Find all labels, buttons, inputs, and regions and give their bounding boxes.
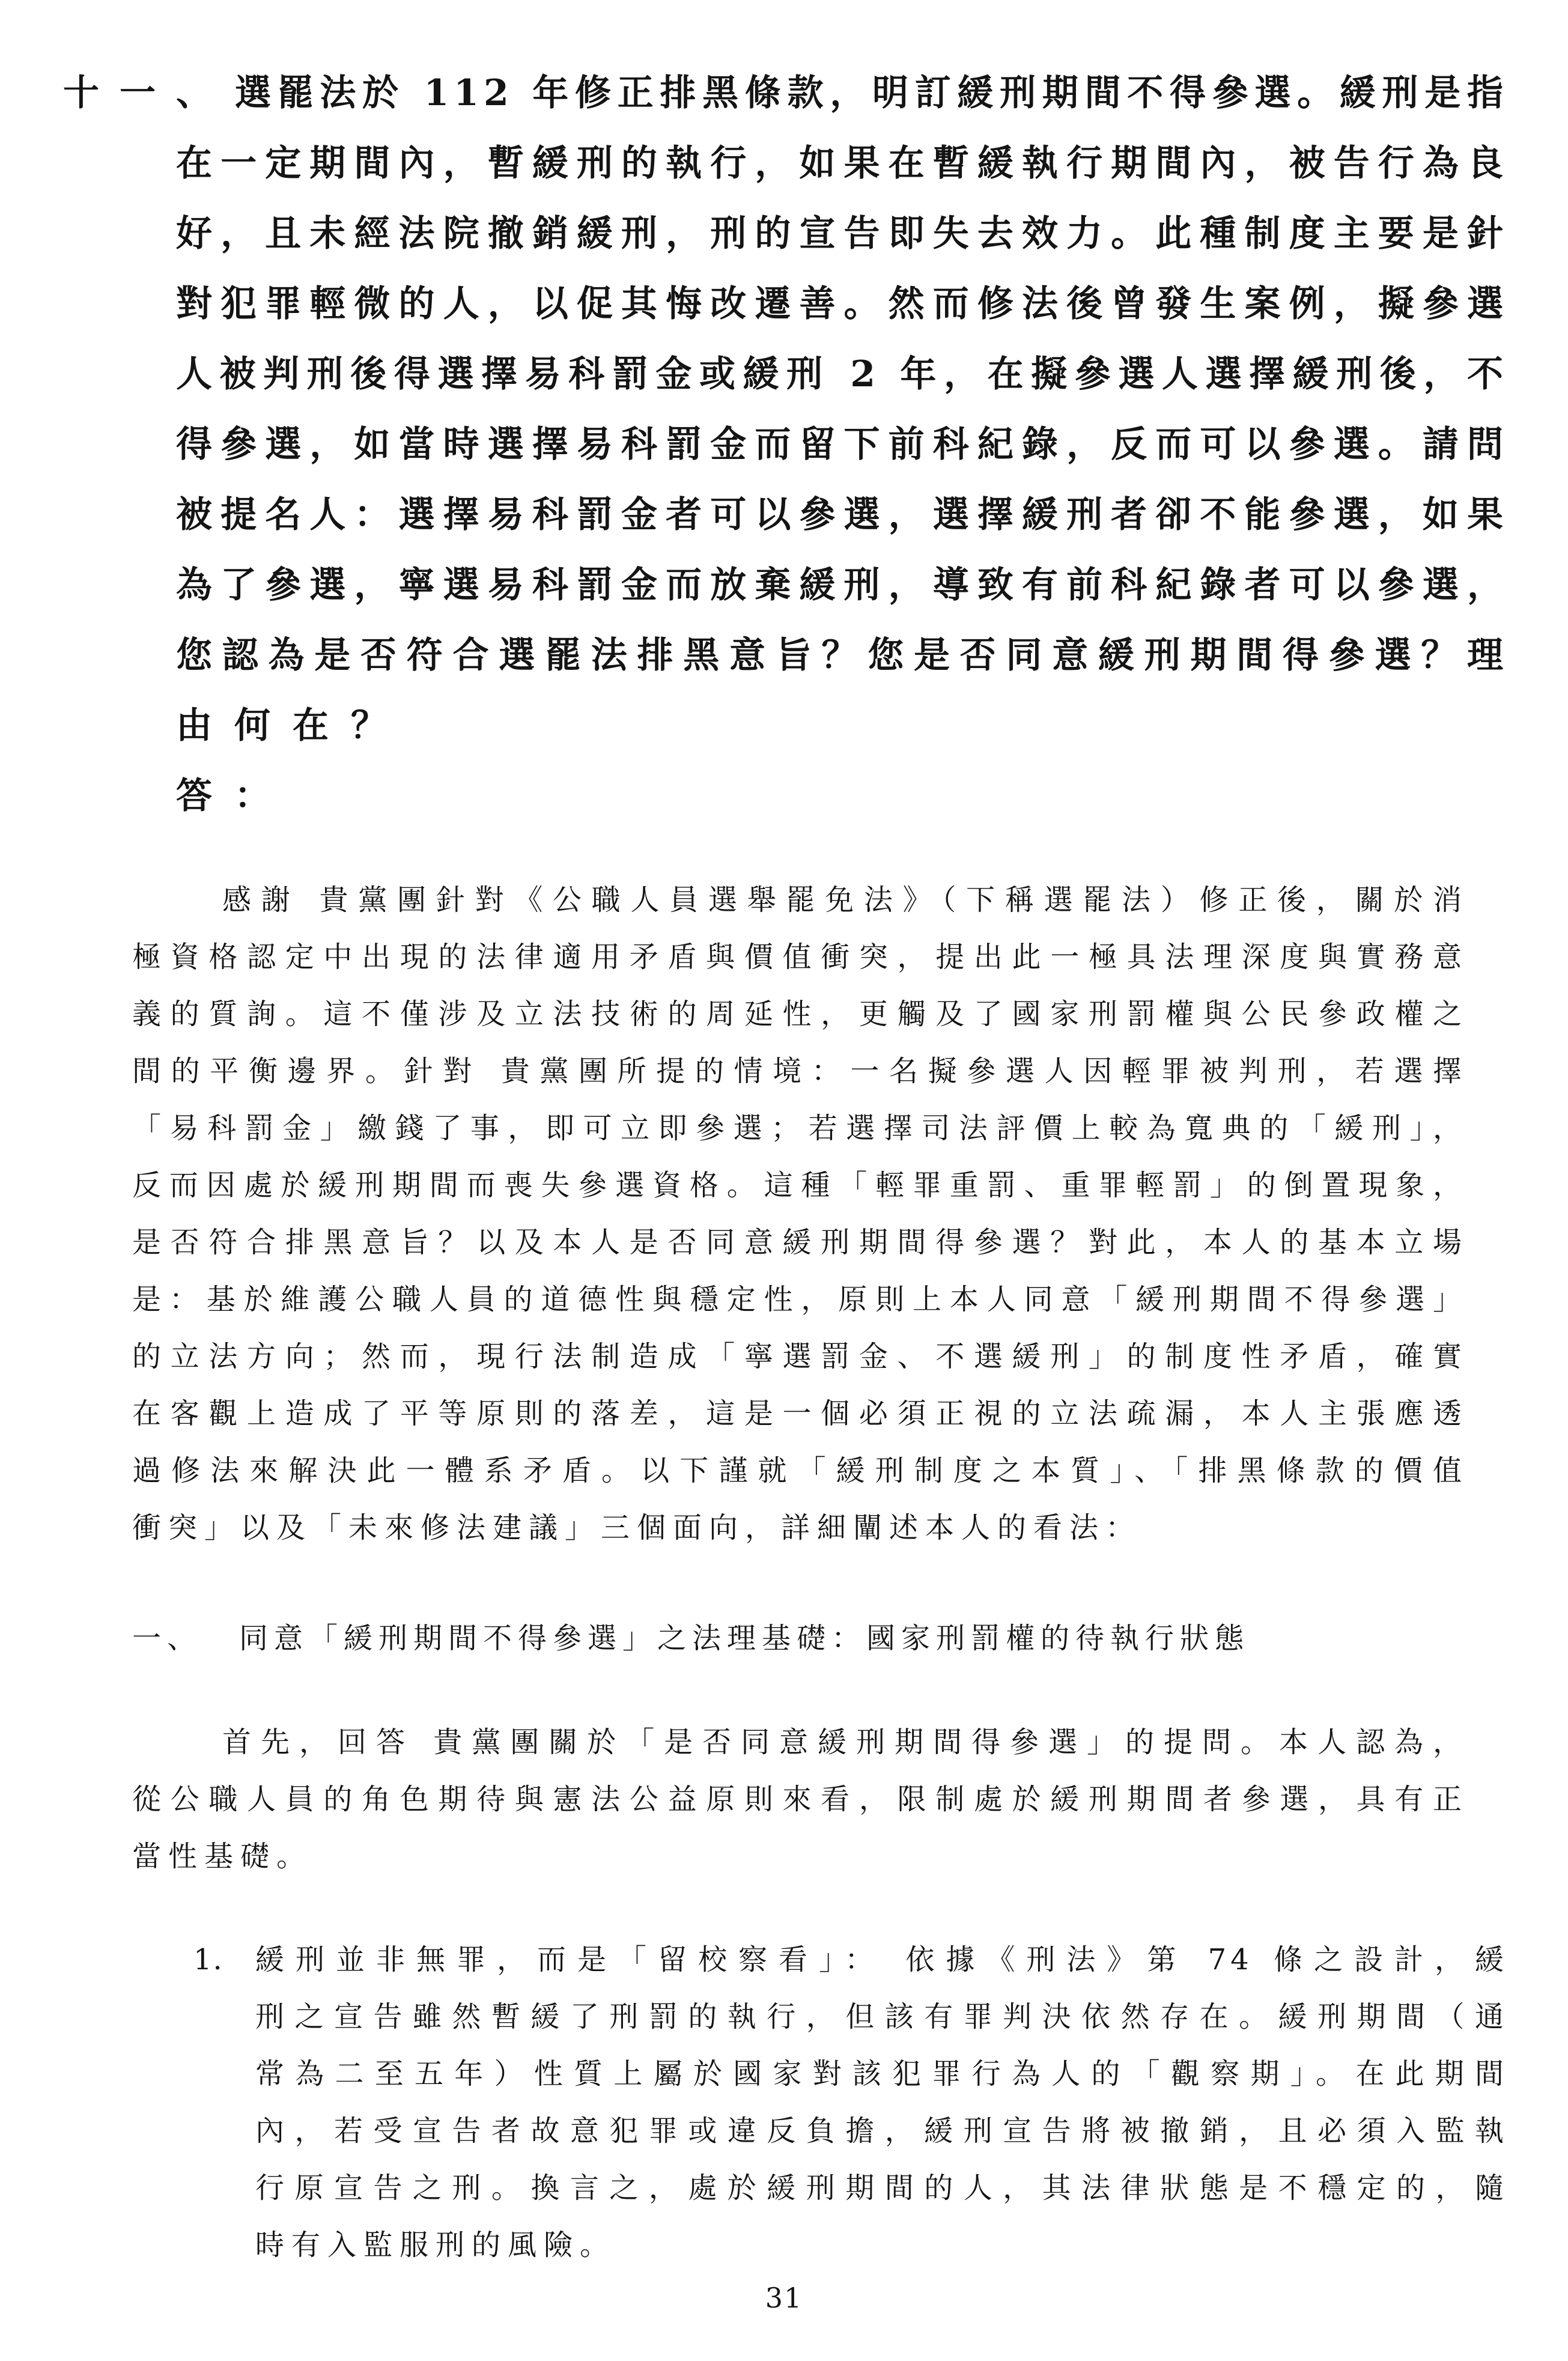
answer-line: 當性基礎。 xyxy=(132,1840,313,1873)
list-item-1 xyxy=(255,1931,1508,2274)
answer-paragraph-1 xyxy=(132,872,1466,1557)
question-block xyxy=(0,58,1568,831)
answer-line: 衝突」以及「未來修法建議」三個面向，詳細闡述本人的看法： xyxy=(132,1511,1142,1545)
list-line: 行原宣告之刑。換言之，處於緩刑期間的人，其法律狀態是不穩定的，隨 xyxy=(255,2171,1508,2205)
question-line xyxy=(0,58,1568,129)
answer-line: 是否符合排黑意旨？以及本人是否同意緩刑期間得參選？對此，本人的基本立場 xyxy=(132,1226,1466,1259)
list-line: 常為二至五年）性質上屬於國家對該犯罪行為人的「觀察期」。在此期間 xyxy=(255,2057,1508,2091)
question-line: 得參選，如當時選擇易科罰金而留下前科紀錄，反而可以參選。請問 xyxy=(176,424,1508,466)
question-line: 在一定期間內，暫緩刑的執行，如果在暫緩執行期間內，被告行為良 xyxy=(176,142,1508,184)
section-title: 同意「緩刑期間不得參選」之法理基礎：國家刑罰權的待執行狀態 xyxy=(239,1621,1250,1655)
answer-line: 是：基於維護公職人員的道德性與穩定性，原則上本人同意「緩刑期間不得參選」 xyxy=(132,1283,1466,1316)
question-line: 對犯罪輕微的人，以促其悔改遷善。然而修法後曾發生案例，擬參選 xyxy=(176,283,1508,325)
answer-line: 在客觀上造成了平等原則的落差，這是一個必須正視的立法疏漏，本人主張應透 xyxy=(132,1397,1466,1430)
question-item-number: 十一、 xyxy=(63,72,232,114)
answer-line: 感謝 貴黨團針對《公職人員選舉罷免法》（下稱選罷法）修正後，關於消 xyxy=(222,883,1466,917)
section-number: 一、 xyxy=(132,1621,202,1655)
answer-line: 間的平衡邊界。針對 貴黨團所提的情境：一名擬參選人因輕罪被判刑，若選擇 xyxy=(132,1054,1466,1088)
list-item-number: 1. xyxy=(193,1943,223,1977)
answer-paragraph-2 xyxy=(132,1714,1466,1885)
question-line: 由何在？ xyxy=(176,705,409,747)
question-line: 人被判刑後得選擇易科罰金或緩刑 2 年，在擬參選人選擇緩刑後，不 xyxy=(176,353,1508,395)
answer-label: 答： xyxy=(176,775,293,817)
question-line: 您認為是否符合選罷法排黑意旨？您是否同意緩刑期間得參選？理 xyxy=(176,634,1508,676)
answer-line: 過修法來解決此一體系矛盾。以下謹就「緩刑制度之本質」、「排黑條款的價值 xyxy=(132,1454,1466,1487)
answer-line: 義的質詢。這不僅涉及立法技術的周延性，更觸及了國家刑罰權與公民參政權之 xyxy=(132,997,1466,1031)
answer-line: 極資格認定中出現的法律適用矛盾與價值衝突，提出此一極具法理深度與實務意 xyxy=(132,940,1466,974)
answer-line: 的立法方向；然而，現行法制造成「寧選罰金、不選緩刑」的制度性矛盾，確實 xyxy=(132,1340,1466,1373)
section-heading xyxy=(132,1610,1250,1667)
page-number: 31 xyxy=(765,2282,803,2314)
answer-line: 首先，回答 貴黨團關於「是否同意緩刑期間得參選」的提問。本人認為， xyxy=(222,1725,1466,1759)
question-line-text: 選罷法於 112 年修正排黑條款，明訂緩刑期間不得參選。緩刑是指 xyxy=(235,72,1508,114)
list-line: 時有入監服刑的風險。 xyxy=(255,2228,616,2262)
question-line: 好，且未經法院撤銷緩刑，刑的宣告即失去效力。此種制度主要是針 xyxy=(176,213,1508,255)
answer-line: 從公職人員的角色期待與憲法公益原則來看，限制處於緩刑期間者參選，具有正 xyxy=(132,1782,1466,1816)
question-line: 為了參選，寧選易科罰金而放棄緩刑，導致有前科紀錄者可以參選， xyxy=(176,564,1508,606)
list-line: 內，若受宣告者故意犯罪或違反負擔，緩刑宣告將被撤銷，且必須入監執 xyxy=(255,2114,1508,2148)
question-line: 被提名人：選擇易科罰金者可以參選，選擇緩刑者卻不能參選，如果 xyxy=(176,494,1508,536)
list-line: 緩刑並非無罪，而是「留校察看」： 依據《刑法》第 74 條之設計，緩 xyxy=(255,1943,1508,1977)
answer-line: 反而因處於緩刑期間而喪失參選資格。這種「輕罪重罰、重罪輕罰」的倒置現象， xyxy=(132,1168,1466,1202)
answer-line: 「易科罰金」繳錢了事，即可立即參選；若選擇司法評價上較為寬典的「緩刑」， xyxy=(132,1111,1466,1145)
list-line: 刑之宣告雖然暫緩了刑罰的執行，但該有罪判決依然存在。緩刑期間（通 xyxy=(255,2000,1508,2034)
